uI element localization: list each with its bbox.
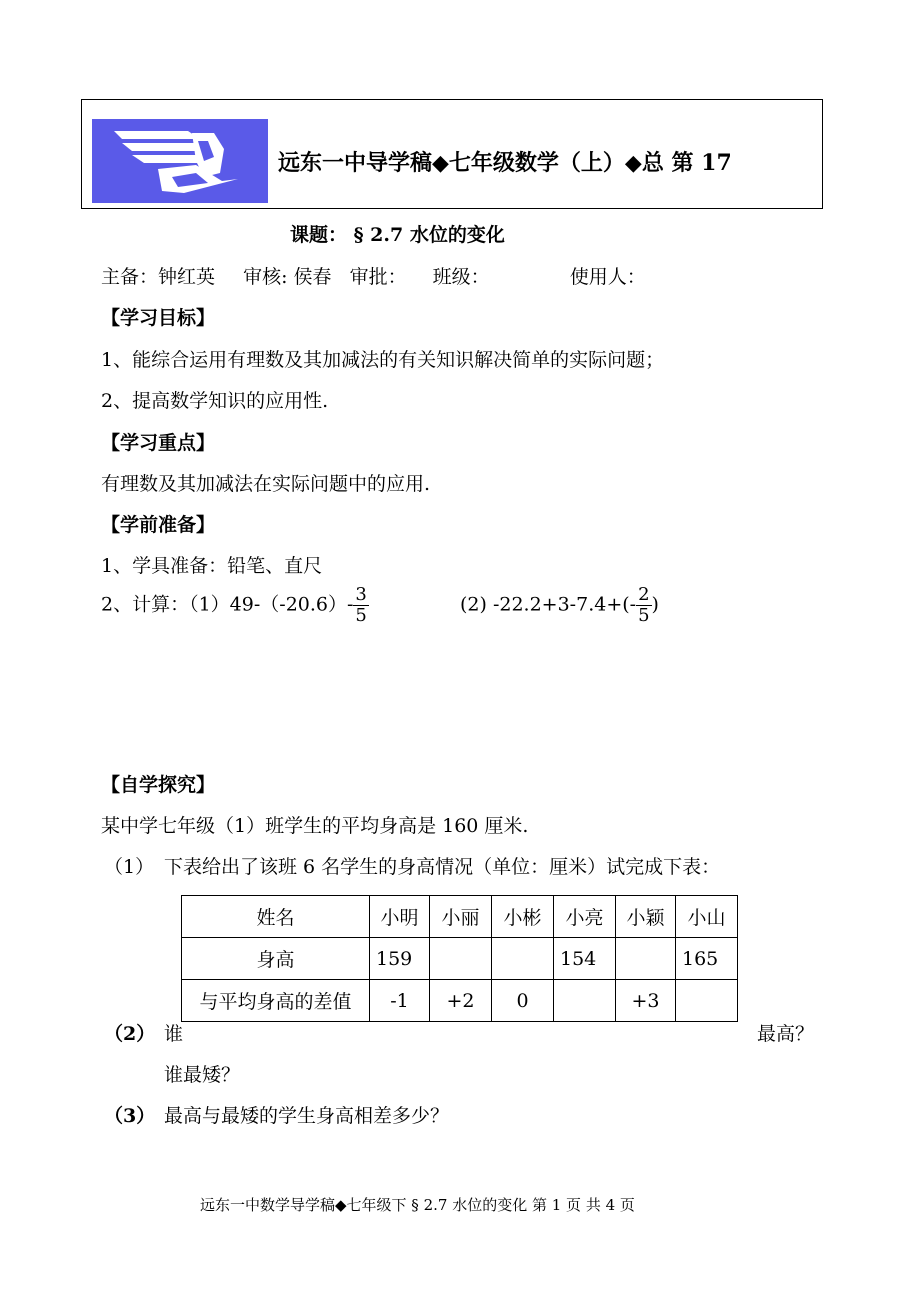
class-field: 班级： [432,266,490,288]
prep-item-calc-2 [460,585,659,626]
question-3-number: （3） [104,1105,156,1127]
fraction-numerator: 3 [355,584,367,605]
prep-heading: 【学前准备】 [101,514,216,536]
explore-intro: 某中学七年级（1）班学生的平均身高是 160 厘米. [101,815,529,837]
fraction-denominator: 5 [355,604,367,626]
table-cell: +2 [430,980,492,1022]
table-row [182,938,738,980]
calc-close-paren: ) [651,593,659,616]
approver: 审批： [349,266,407,288]
height-table [181,895,738,1022]
calc-expression-2: (2) -22.2+3-7.4+(- [460,593,637,616]
lesson-subject: 课题： § 2.7 水位的变化 [290,224,505,246]
question-2-text-b: 最高？ [757,1023,815,1045]
table-cell[interactable] [430,938,492,980]
goal-item: 1、能综合运用有理数及其加减法的有关知识解决简单的实际问题； [101,349,665,371]
table-cell: 154 [554,938,616,980]
question-1-number: （1） [104,856,155,878]
table-cell[interactable] [492,938,554,980]
table-cell: 159 [370,938,430,980]
table-cell: +3 [616,980,676,1022]
table-cell[interactable] [616,938,676,980]
table-cell[interactable] [676,980,738,1022]
question-2-number: （2） [104,1023,156,1045]
goal-item: 2、提高数学知识的应用性. [101,390,329,412]
table-cell: 0 [492,980,554,1022]
table-cell: 小山 [676,896,738,938]
table-cell: 与平均身高的差值 [182,980,370,1022]
table-cell: 小亮 [554,896,616,938]
prep-item-tools: 1、学具准备：铅笔、直尺 [101,555,323,577]
table-cell: 小明 [370,896,430,938]
winged-emblem-icon [92,119,268,203]
question-2-text-a: 谁 [164,1023,184,1045]
page-footer: 远东一中数学导学稿◆七年级下 § 2.7 水位的变化 第 1 页 共 4 页 [200,1196,635,1214]
main-prep: 主备：钟红英 [101,266,216,288]
fraction-2-5 [636,585,651,626]
question-1-text: 下表给出了该班 6 名学生的身高情况（单位：厘米）试完成下表： [164,856,721,878]
table-cell: 165 [676,938,738,980]
question-2-text-c: 谁最矮？ [164,1064,241,1086]
fraction-numerator: 2 [638,584,650,605]
school-logo [92,119,268,203]
table-cell: 小丽 [430,896,492,938]
focus-text: 有理数及其加减法在实际问题中的应用. [101,473,431,495]
table-cell: 小彬 [492,896,554,938]
focus-heading: 【学习重点】 [101,432,216,454]
prep-item-calc [101,585,369,626]
table-cell[interactable] [554,980,616,1022]
table-row [182,896,738,938]
explore-heading: 【自学探究】 [101,774,216,796]
table-cell: -1 [370,980,430,1022]
meta-line [101,262,646,289]
reviewer: 审核: 侯春 [243,266,332,288]
fraction-denominator: 5 [638,604,650,626]
table-cell: 小颖 [616,896,676,938]
user-field: 使用人： [569,266,646,288]
table-cell: 身高 [182,938,370,980]
table-row [182,980,738,1022]
table-cell: 姓名 [182,896,370,938]
calc-expression-1: 2、计算：（1）49-（-20.6）- [101,593,354,616]
fraction-3-5 [353,585,368,626]
page-title: 远东一中导学稿◆七年级数学（上）◆总 第 17 [278,150,732,176]
goals-heading: 【学习目标】 [101,307,216,329]
question-3-text: 最高与最矮的学生身高相差多少？ [164,1105,450,1127]
